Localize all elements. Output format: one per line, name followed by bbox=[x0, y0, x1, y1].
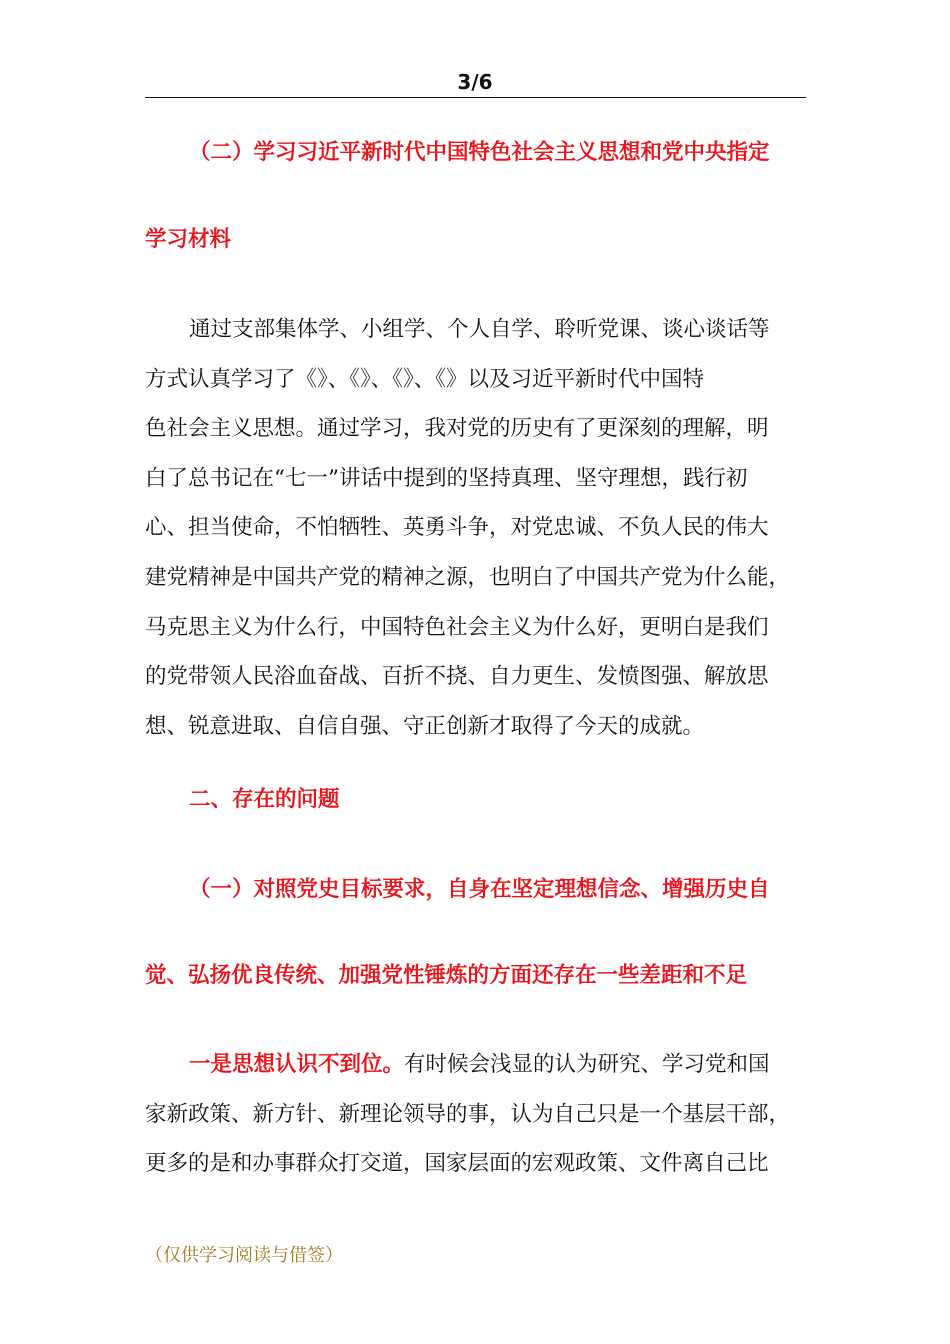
problems-heading: 二、存在的问题 bbox=[189, 787, 340, 812]
point-1-first-line-rest: 有时候会浅显的认为研究、学习党和国 bbox=[404, 1052, 770, 1077]
point-1-paragraph bbox=[145, 1040, 807, 1189]
footer-note: （仅供学习阅读与借签） bbox=[145, 1245, 343, 1266]
page-number: 3/6 bbox=[457, 70, 493, 94]
point-1-line: 更多的是和办事群众打交道，国家层面的宏观政策、文件离自己比 bbox=[145, 1151, 769, 1177]
point-1-line: 家新政策、新方针、新理论领导的事，认为自己只是一个基层干部， bbox=[145, 1101, 791, 1127]
header-rule bbox=[145, 97, 806, 98]
point-1-first-line bbox=[145, 1040, 807, 1090]
section-2-heading-line1: （二）学习习近平新时代中国特色社会主义思想和党中央指定 bbox=[189, 140, 770, 165]
study-paragraph-line: 心、担当使命，不怕牺牲、英勇斗争，对党忠诚、不负人民的伟大 bbox=[145, 515, 769, 541]
study-paragraph-line: 的党带领人民浴血奋战、百折不挠、自力更生、发愤图强、解放思 bbox=[145, 664, 769, 690]
section-2-heading-line2: 学习材料 bbox=[145, 227, 232, 252]
point-1-lead: 一是思想认识不到位。 bbox=[189, 1052, 405, 1077]
subsection-1-heading-line1: （一）对照党史目标要求，自身在坚定理想信念、增强历史自 bbox=[189, 877, 770, 902]
subsection-1-heading-line2: 觉、弘扬优良传统、加强党性锤炼的方面还存在一些差距和不足 bbox=[145, 963, 748, 988]
study-paragraph-line: 白了总书记在“七一”讲话中提到的坚持真理、坚守理想，践行初 bbox=[145, 465, 748, 491]
study-paragraph-line: 通过支部集体学、小组学、个人自学、聆听党课、谈心谈话等 bbox=[189, 317, 770, 342]
study-paragraph-line: 马克思主义为什么行，中国特色社会主义为什么好，更明白是我们 bbox=[145, 614, 769, 640]
study-paragraph-line: 色社会主义思想。通过学习，我对党的历史有了更深刻的理解，明 bbox=[145, 416, 769, 442]
study-paragraph-line: 想、锐意进取、自信自强、守正创新才取得了今天的成就。 bbox=[145, 713, 705, 739]
study-paragraph-line: 建党精神是中国共产党的精神之源，也明白了中国共产党为什么能， bbox=[145, 564, 791, 590]
study-paragraph-line: 方式认真学习了《》、《》、《》、《》以及习近平新时代中国特 bbox=[145, 366, 705, 392]
study-paragraph bbox=[145, 305, 807, 751]
